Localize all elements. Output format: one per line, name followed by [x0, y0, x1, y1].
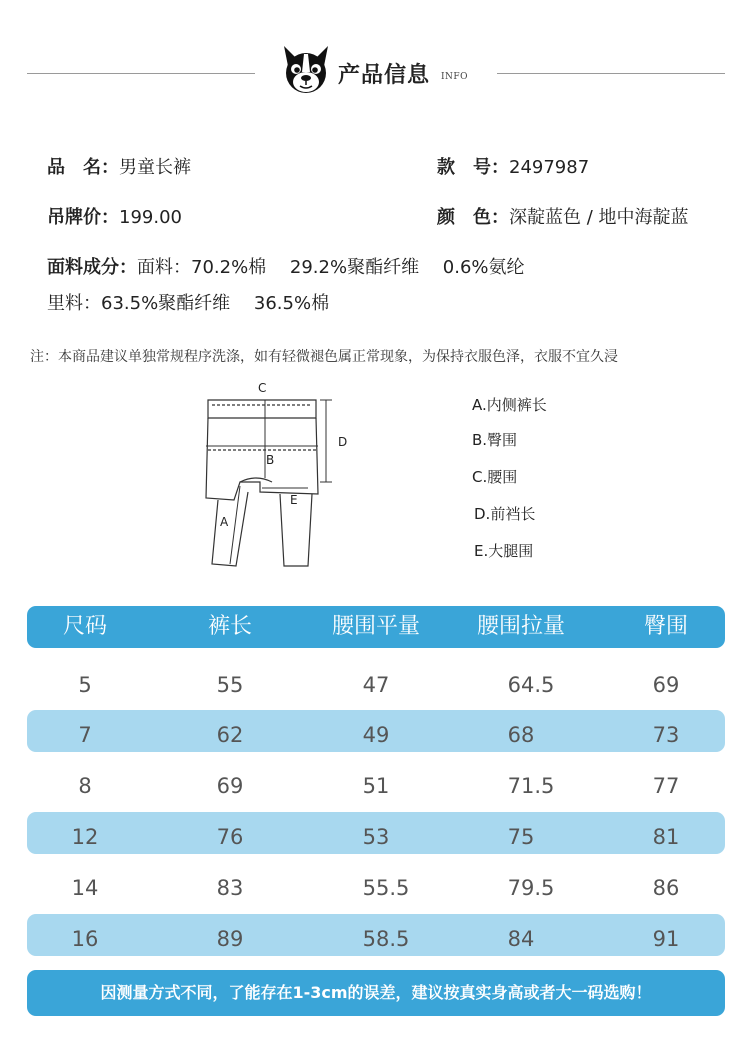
cell-hip: 81: [652, 825, 680, 849]
color-value: 深靛蓝色 / 地中海靛蓝: [509, 207, 689, 228]
legend-item-a: A.内侧裤长: [472, 396, 547, 414]
tag-price-label: 吊牌价：: [47, 207, 119, 228]
style-number-label: 款 号：: [437, 157, 509, 178]
diagram-label-b: B: [266, 453, 275, 467]
cell-waist-flat: 51: [362, 774, 390, 798]
cell-hip: 86: [652, 876, 680, 900]
cell-waist-flat: 55.5: [362, 876, 410, 900]
style-number-value: 2497987: [509, 157, 590, 178]
header-hip: 臀围: [643, 614, 689, 639]
section-title: 产品信息: [338, 63, 431, 88]
lining-composition: 里料：63.5%聚酯纤维 36.5%棉: [47, 293, 330, 314]
header-divider-right: [497, 73, 725, 74]
header-size: 尺码: [62, 614, 108, 639]
cell-length: 55: [216, 673, 244, 697]
legend-item-d: D.前裆长: [474, 505, 536, 523]
fabric-composition: [47, 253, 525, 279]
care-note: 注：本商品建议单独常规程序洗涤，如有轻微褪色属正常现象，为保持衣服色泽，衣服不宜久浸: [30, 349, 618, 365]
table-row: [27, 664, 725, 706]
fabric-label: 面料成分：: [47, 257, 137, 278]
cell-size: 8: [78, 774, 92, 798]
waistband-shape: [208, 400, 316, 418]
cell-waist-stretch: 68: [507, 723, 535, 747]
diagram-label-d: D: [338, 435, 348, 449]
cell-hip: 69: [652, 673, 680, 697]
size-table-header: [27, 606, 725, 648]
cell-size: 5: [78, 673, 92, 697]
tag-price: [47, 203, 182, 229]
cell-length: 89: [216, 927, 244, 951]
diagram-label-c: C: [258, 381, 267, 395]
table-row: [27, 765, 725, 807]
style-number: [437, 153, 589, 179]
cell-waist-flat: 58.5: [362, 927, 410, 951]
cell-waist-flat: 53: [362, 825, 390, 849]
cell-size: 16: [71, 927, 99, 951]
table-row: [27, 812, 725, 854]
table-row: [27, 710, 725, 752]
header-waist-stretch: 腰围拉量: [476, 614, 566, 639]
legend-item-b: B.臀围: [472, 431, 518, 449]
color: [437, 203, 689, 229]
color-label: 颜 色：: [437, 207, 509, 228]
header-waist-flat: 腰围平量: [331, 614, 421, 639]
cell-waist-stretch: 71.5: [507, 774, 555, 798]
cell-size: 12: [71, 825, 99, 849]
cell-size: 14: [71, 876, 99, 900]
fabric-value: 面料：70.2%棉 29.2%聚酯纤维 0.6%氨纶: [137, 257, 525, 278]
cell-waist-stretch: 84: [507, 927, 535, 951]
section-subtitle: INFO: [441, 72, 469, 82]
cell-hip: 73: [652, 723, 680, 747]
pants-measurement-diagram: [200, 378, 360, 573]
measurement-disclaimer-banner: 因测量方式不同，了能存在1-3cm的误差，建议按真实身高或者大一码选购！: [27, 970, 725, 1016]
table-row: [27, 914, 725, 956]
boston-terrier-icon: [278, 42, 334, 98]
tag-price-value: 199.00: [119, 207, 182, 228]
cell-waist-stretch: 64.5: [507, 673, 555, 697]
cell-waist-stretch: 75: [507, 825, 535, 849]
cell-hip: 91: [652, 927, 680, 951]
cell-waist-stretch: 79.5: [507, 876, 555, 900]
cell-hip: 77: [652, 774, 680, 798]
cell-waist-flat: 49: [362, 723, 390, 747]
legend-item-c: C.腰围: [472, 468, 518, 486]
diagram-label-e: E: [290, 493, 298, 507]
cell-size: 7: [78, 723, 92, 747]
header-length: 裤长: [207, 614, 253, 639]
left-leg-shape: [212, 492, 248, 566]
cell-length: 83: [216, 876, 244, 900]
cell-length: 76: [216, 825, 244, 849]
product-name: [47, 153, 191, 179]
legend-item-e: E.大腿围: [474, 542, 534, 560]
product-name-label: 品 名：: [47, 157, 119, 178]
table-row: [27, 867, 725, 909]
cell-length: 62: [216, 723, 244, 747]
header-divider-left: [27, 73, 255, 74]
cell-waist-flat: 47: [362, 673, 390, 697]
product-name-value: 男童长裤: [119, 157, 191, 178]
diagram-label-a: A: [220, 515, 229, 529]
cell-length: 69: [216, 774, 244, 798]
